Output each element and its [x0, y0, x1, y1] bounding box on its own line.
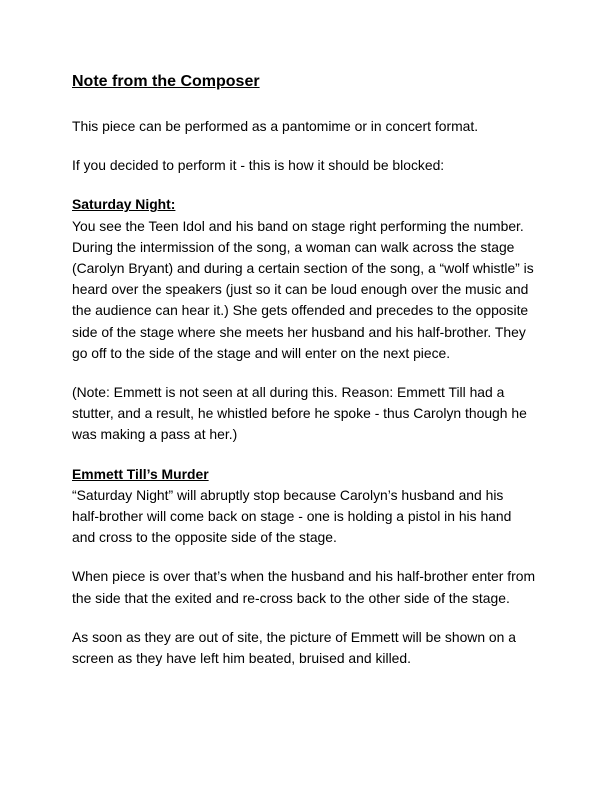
document-page — [72, 72, 550, 687]
saturday-night-section — [72, 194, 550, 364]
paragraph-line: heard over the speakers (just so it can be loud enough over the music and — [72, 281, 529, 298]
paragraph-line: the audience can hear it.) She gets offended and precedes to the opposite — [72, 302, 529, 319]
paragraph-line: stutter, and a result, he whistled before he spoke - thus Carolyn though he — [72, 405, 527, 422]
paragraph-line: screen as they have left him beated, bruised and killed. — [72, 650, 411, 667]
intro-paragraph — [72, 116, 550, 137]
blocking-note-paragraph — [72, 155, 550, 176]
paragraph-line: (Carolyn Bryant) and during a certain section of the song, a “wolf whistle” is — [72, 260, 534, 277]
paragraph-line: You see the Teen Idol and his band on stage right performing the number. — [72, 217, 524, 234]
emmett-till-murder-heading: Emmett Till’s Murder — [72, 465, 209, 482]
paragraph-line: side of the stage where she meets her husband and his half-brother. They — [72, 323, 526, 340]
note-paragraph — [72, 382, 550, 446]
intro-line: This piece can be performed as a pantomime or in concert format. — [72, 118, 479, 134]
document-title: Note from the Composer — [72, 73, 260, 90]
paragraph-line: During the intermission of the song, a woman can walk across the stage — [72, 238, 515, 255]
piece-over-paragraph — [72, 566, 550, 608]
blocking-note-line: If you decided to perform it - this is how it should be blocked: — [72, 157, 445, 174]
saturday-night-heading: Saturday Night: — [72, 196, 176, 213]
emmett-till-murder-section — [72, 464, 550, 549]
paragraph-line: As soon as they are out of site, the picture of Emmett will be shown on a — [72, 628, 516, 645]
paragraph-line: (Note: Emmett is not seen at all during this. Reason: Emmett Till had a — [72, 384, 505, 401]
paragraph-line: When piece is over that’s when the husband and his half-brother enter from — [72, 568, 536, 585]
paragraph-line: was making a pass at her.) — [72, 426, 238, 443]
closing-paragraph — [72, 627, 550, 669]
paragraph-line: “Saturday Night” will abruptly stop because Carolyn’s husband and his — [72, 486, 504, 503]
paragraph-line: go off to the side of the stage and will enter on the next piece. — [72, 344, 451, 361]
paragraph-line: and cross to the opposite side of the stage. — [72, 529, 337, 546]
paragraph-line: half-brother will come back on stage - one is holding a pistol in his hand — [72, 508, 512, 525]
paragraph-line: the side that the exited and re-cross back to the other side of the stage. — [72, 589, 510, 606]
